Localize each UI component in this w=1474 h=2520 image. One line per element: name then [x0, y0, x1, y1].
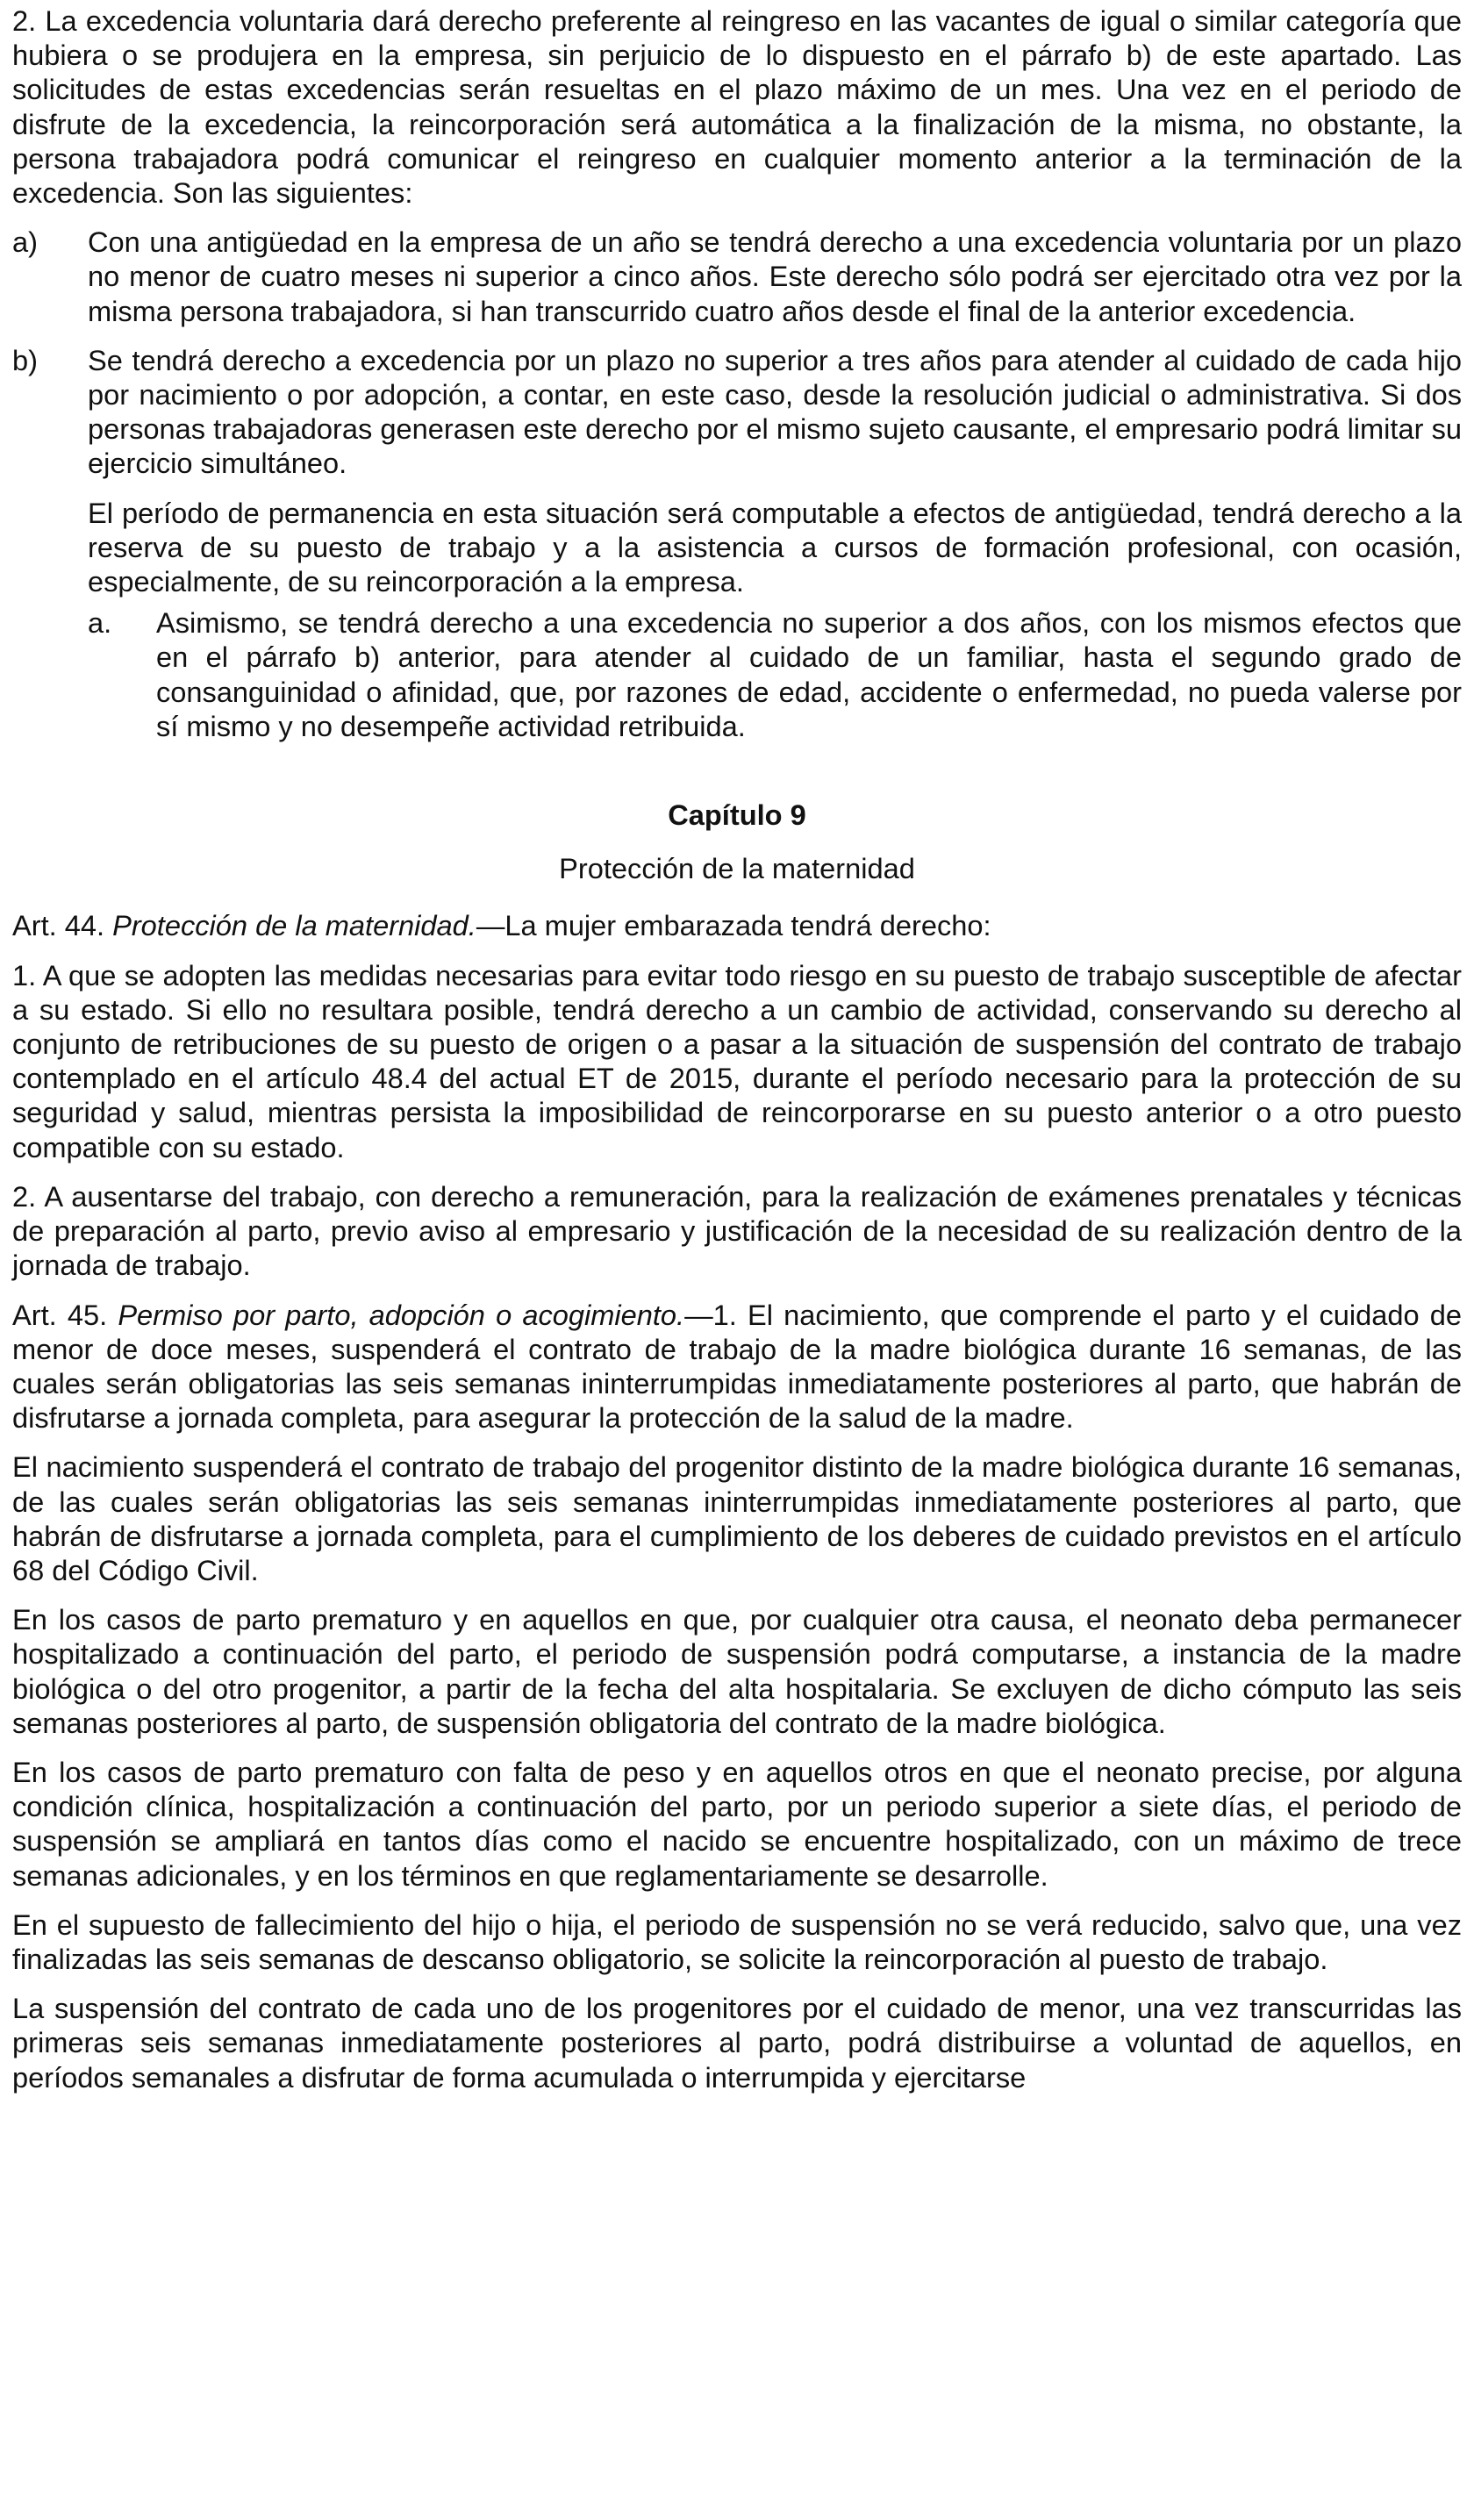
art-45-paragraph-5: En el supuesto de fallecimiento del hijo o hija, el periodo de suspensión no se verá reducido, salvo que, una vez finalizadas las seis semanas de descanso obligatorio, se solicite la reincorporación al puesto de trabajo. [12, 1908, 1462, 1975]
paragraph-2: 2. La excedencia voluntaria dará derecho preferente al reingreso en las vacantes de igual o similar categoría que hubiera o se produjera en la empresa, sin perjuicio de lo dispuesto en el párrafo b) de este apartado. Las solicitudes de estas excedencias serán resueltas en el plazo máximo de un mes. Una vez en el periodo de disfrute de la excedencia, la reincorporación será automática a la finalización de la misma, no obstante, la persona trabajadora podrá comunicar el reingreso en cualquier momento anterior a la terminación de la excedencia. Son las siguientes: [12, 4, 1462, 210]
list-b-continuation: El período de permanencia en esta situación será computable a efectos de antigüedad, tendrá derecho a la reserva de su puesto de trabajo y a la asistencia a cursos de formación profesional, con ocasión, especialmente, de su reincorporación a la empresa. [88, 496, 1462, 598]
list-marker-b: b) [12, 343, 38, 376]
art-45-paragraph-3: En los casos de parto prematuro y en aquellos en que, por cualquier otra causa, el neonato deba permanecer hospitalizado a continuación del parto, el periodo de suspensión podrá computarse, a instancia de la madre biológica o del otro progenitor, a partir de la fecha del alta hospitalaria. Se excluyen de dicho cómputo las seis semanas posteriores al parto, de suspensión obligatoria del contrato de la madre biológica. [12, 1603, 1462, 1739]
art-45-paragraph-6: La suspensión del contrato de cada uno de los progenitores por el cuidado de menor, una vez transcurridas las primeras seis semanas inmediatamente posteriores al parto, podrá distribuirse a voluntad de aquellos, en períodos semanales a disfrutar de forma acumulada o interrumpida y ejercitarse [12, 1992, 1462, 2094]
sub-list-item-a [88, 605, 1462, 743]
sub-list-text-a: Asimismo, se tendrá derecho a una excedencia no superior a dos años, con los mismos efectos que en el párrafo b) anterior, para atender al cuidado de un familiar, hasta el segundo grado de consanguinidad o afinidad, que, por razones de edad, accidente o enfermedad, no pueda valerse por sí mismo y no desempeñe actividad retribuida. [156, 606, 1462, 742]
list-item-a [12, 225, 1462, 328]
chapter-heading [12, 798, 1462, 885]
art-44-title: Protección de la maternidad. [112, 909, 476, 942]
sub-list-marker-a: a. [88, 606, 112, 640]
art-45-heading [12, 1298, 1462, 1435]
chapter-title: Capítulo 9 [668, 798, 806, 832]
art-44-lead: —La mujer embarazada tendrá derecho: [476, 909, 991, 942]
chapter-subtitle: Protección de la maternidad [559, 852, 915, 885]
art-45-paragraph-4: En los casos de parto prematuro con falta de peso y en aquellos otros en que el neonato precise, por alguna condición clínica, hospitalización a continuación del parto, por un periodo superior a siete días, el periodo de suspensión se ampliará en tantos días como el nacido se encuentre hospitalizado, con un máximo de trece semanas adicionales, y en los términos en que reglamentariamente se desarrolle. [12, 1755, 1462, 1892]
art-44-number: Art. 44. [12, 909, 105, 942]
art-44-paragraph-1: 1. A que se adopten las medidas necesarias para evitar todo riesgo en su puesto de trabajo susceptible de afectar a su estado. Si ello no resultara posible, tendrá derecho a un cambio de actividad, conservando su derecho al conjunto de retribuciones de su puesto de origen o a pasar a la situación de suspensión del contrato de trabajo contemplado en el artículo 48.4 del actual ET de 2015, durante el período necesario para la protección de su seguridad y salud, mientras persista la imposibilidad de reincorporarse en su puesto anterior o a otro puesto compatible con su estado. [12, 958, 1462, 1163]
list-text-b: Se tendrá derecho a excedencia por un plazo no superior a tres años para atender al cuidado de cada hijo por nacimiento o por adopción, a contar, en este caso, desde la resolución judicial o administrativa. Si dos personas trabajadoras generasen este derecho por el mismo sujeto causante, el empresario podrá limitar su ejercicio simultáneo. [88, 343, 1462, 480]
art-45-number: Art. 45. [12, 1298, 108, 1331]
art-45-paragraph-2: El nacimiento suspenderá el contrato de trabajo del progenitor distinto de la madre biológica durante 16 semanas, de las cuales serán obligatorias las seis semanas ininterrumpidas inmediatamente posteriores al parto, que habrán de disfrutarse a jornada completa, para el cumplimiento de los deberes de cuidado previstos en el artículo 68 del Código Civil. [12, 1450, 1462, 1586]
art-44-paragraph-2: 2. A ausentarse del trabajo, con derecho a remuneración, para la realización de exámenes prenatales y técnicas de preparación al parto, previo aviso al empresario y justificación de la necesidad de su realización dentro de la jornada de trabajo. [12, 1179, 1462, 1282]
document-page [12, 4, 1462, 2109]
art-44-heading [12, 908, 1462, 942]
art-45-lead: —1. El nacimiento, que comprende el parto y el cuidado de menor de doce meses, suspenderá el contrato de trabajo de la madre biológica durante 16 semanas, de las cuales serán obligatorias las seis semanas ininterrumpidas inmediatamente posteriores al parto, que habrán de disfrutarse a jornada completa, para asegurar la protección de la salud de la madre. [12, 1298, 1462, 1435]
list-item-b [12, 343, 1462, 481]
art-45-title: Permiso por parto, adopción o acogimiento. [118, 1298, 685, 1331]
list-text-a: Con una antigüedad en la empresa de un año se tendrá derecho a una excedencia voluntaria por un plazo no menor de cuatro meses ni superior a cinco años. Este derecho sólo podrá ser ejercitado otra vez por la misma persona trabajadora, si han transcurrido cuatro años desde el final de la anterior excedencia. [88, 226, 1462, 327]
list-marker-a: a) [12, 226, 38, 259]
